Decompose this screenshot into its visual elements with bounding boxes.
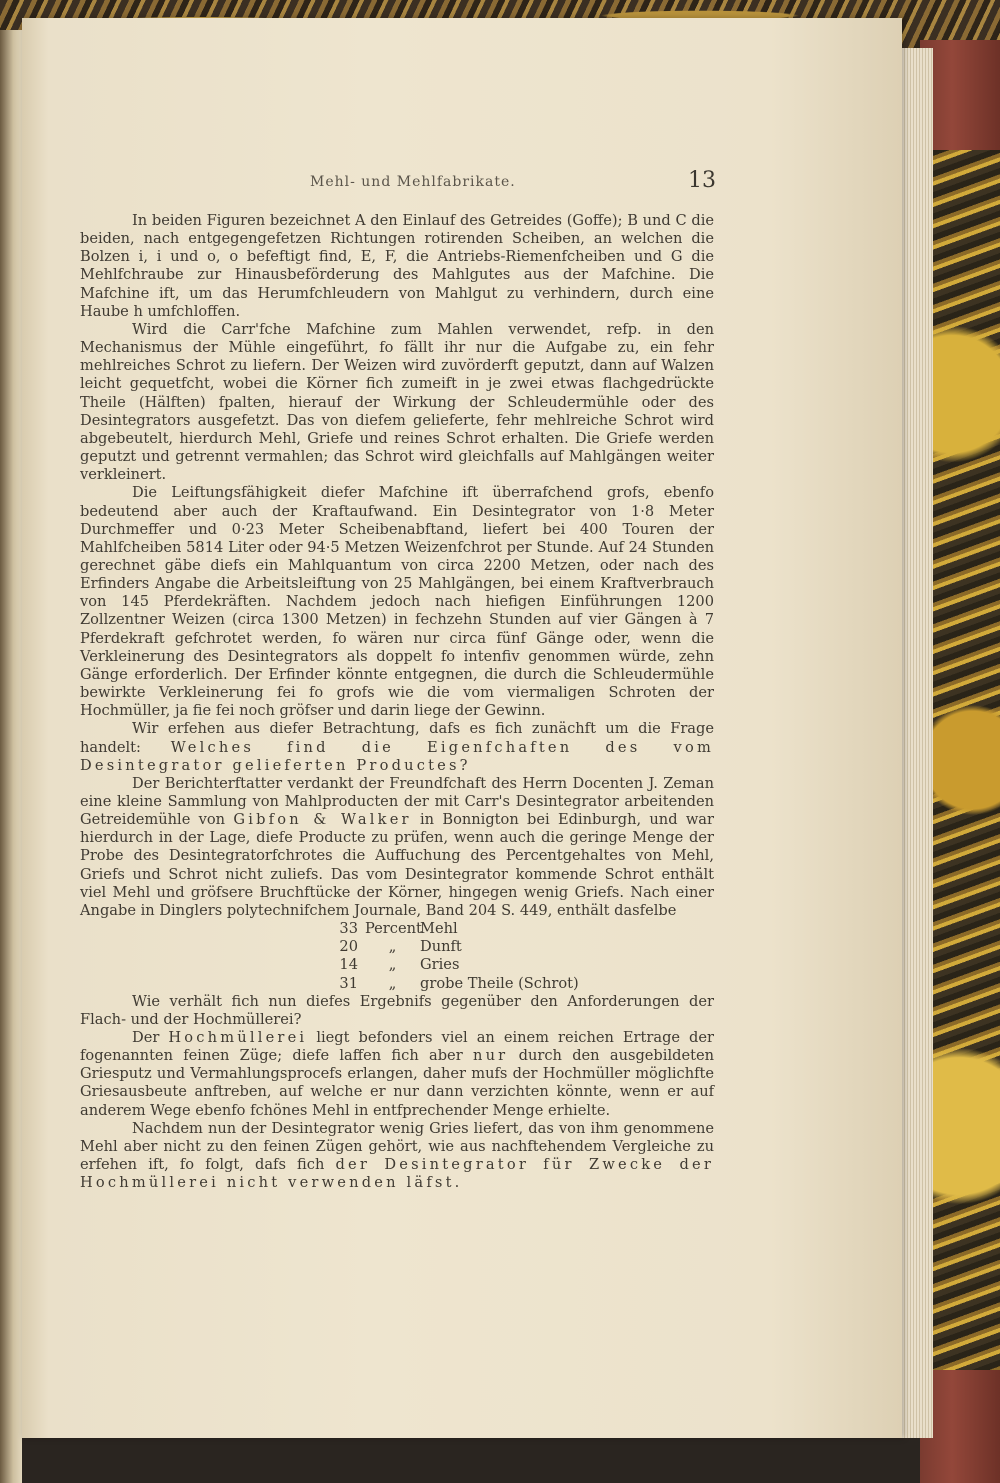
paragraph-6: Wie verhält fich nun diefes Ergebnifs gegenüber den Anforderungen der Flach- und der Hochmüllerei? [80,992,714,1028]
paragraph-7-text-c: durch den ausgebildeten Griesputz und Vermahlungsprocefs erlangen, daher mufs der Hochmüller möglichfte Griesausbeute anftreben, auf welche er nur dann verzichten könnte, wenn er auf anderem Wege ebenfo fchönes Mehl in entfprechender Menge erhielte. [80,1047,714,1119]
running-head: Mehl- und Mehlfabrikate. [310,174,516,190]
paragraph-4-question: Welches find die Eigenfchaften des vom Desintegrator gelieferten Productes? [80,738,714,774]
paragraph-7-emphasis: Hochmüllerei [168,1028,308,1046]
paragraph-8-conclusion: der Desintegrator für Zwecke der Hochmüllerei nicht verwenden läfst. [80,1156,714,1192]
paragraph-8-text: Nachdem nun der Desintegrator wenig Gries liefert, das von ihm genommene Mehl aber nicht zu den feinen Zügen gehört, wie aus nachftehendem Vergleiche zu erfehen ift, fo folgt, dafs fich [80,1119,714,1174]
paragraph-4 [80,720,714,774]
body-text [80,212,714,1192]
left-page-edge [0,30,22,1483]
row-value: 33 [339,920,358,938]
paragraph-8 [80,1120,714,1193]
row-name: Gries [420,956,460,974]
paragraph-5-text-b: in Bonnigton bei Edinburgh, und war hierdurch in der Lage, diefe Producte zu prüfen, wenn auch die geringe Menge der Probe des Desintegratorfchrotes die Auffuchung des Percentgehaltes von Mehl, Griefs und Schrot nicht zuliefs. Das vom Desintegrator kommende Schrot enthält viel Mehl und gröfsere Bruchftücke der Körner, hingegen wenig Griefs. Nach einer Angabe in Dinglers polytechnifchem Journale, Band 204 S. 449, enthält dasfelbe [80,811,714,919]
table-row [330,938,630,956]
table-row [330,975,630,993]
page-number: 13 [688,168,716,193]
paragraph-7-text-b: liegt befonders viel an einem reichen Ertrage der fogenannten feinen Züge; diefe laffen fich aber [80,1028,714,1065]
row-name: Mehl [420,920,458,938]
table-row [330,920,630,938]
paragraph-7-nur: nur [472,1047,509,1065]
page-header [80,168,716,198]
row-name: grobe Theile (Schrot) [420,974,579,992]
row-value: 20 [339,938,358,956]
row-unit: Percent [365,920,422,938]
table-row [330,956,630,974]
paragraph-7-text-a: Der [132,1028,169,1046]
paragraph-2: Wird die Carr'fche Mafchine zum Mahlen verwendet, refp. in den Mechanismus der Mühle eingeführt, fo fällt ihr nur die Aufgabe zu, ein fehr mehlreiches Schrot zu liefern. Der Weizen wird zuvörderft geputzt, dann auf Walzen leicht gequetfcht, wobei die Körner fich zumeift in je zwei etwas flachgedrückte Theile (Hälften) fpalten, hierauf der Wirkung der Schleudermühle oder des Desintegrators ausgefetzt. Das von diefem gelieferte, fehr mehlreiche Schrot wird abgebeutelt, hierdurch Mehl, Griefe und reines Schrot erhalten. Die Griefe werden geputzt und getrennt vermahlen; das Schrot wird gleichfalls auf Mahlgängen weiter verkleinert. [80,320,714,484]
row-unit: „ [388,974,397,992]
composition-table [330,920,630,993]
paragraph-3: Die Leiftungsfähigkeit diefer Mafchine ift überrafchend grofs, ebenfo bedeutend aber auch der Kraftaufwand. Ein Desintegrator von 1·8 Meter Durchmeffer und 0·23 Meter Scheibenabftand, liefert bei 400 Touren der Mahlfcheiben 5814 Liter oder 94·5 Metzen Weizenfchrot per Stunde. Auf 24 Stunden gerechnet gäbe diefs ein Mahlquantum von circa 2200 Metzen, oder nach des Erfinders Angabe die Arbeitsleiftung von 25 Mahlgängen, bei einem Kraftverbrauch von 145 Pferdekräften. Nachdem jedoch nach hiefigen Einführungen 1200 Zollzentner Weizen (circa 1300 Metzen) in fechzehn Stunden auf vier Gängen à 7 Pferdekraft gefchrotet werden, fo wären nur circa fünf Gänge oder, wenn die Verkleinerung des Desintegrators als doppelt fo intenfiv genommen würde, zehn Gänge erforderlich. Der Erfinder könnte entgegnen, die durch die Schleudermühle bewirkte Verkleinerung fei fo grofs wie die vom viermaligen Schroten der Hochmüller, ja fie fei noch gröfser und darin liege der Gewinn. [80,484,714,720]
row-unit: „ [388,956,397,974]
row-value: 31 [339,974,358,992]
row-value: 14 [339,956,358,974]
paragraph-5-text-a: Der Berichterftatter verdankt der Freundfchaft des Herrn Docenten J. Zeman eine kleine Sammlung von Mahlproducten der mit Carr's Desintegrator arbeitenden Getreidemühle von [80,774,714,829]
paragraph-5 [80,775,714,920]
paragraph-4-text: Wir erfehen aus diefer Betrachtung, dafs es fich zunächft um die Frage handelt: [80,720,714,756]
paragraph-7 [80,1029,714,1120]
paragraph-5-company: Gibfon & Walker [233,811,412,829]
row-unit: „ [388,938,397,956]
marbled-cover-right [932,150,1000,1370]
paragraph-1: In beiden Figuren bezeichnet A den Einlauf des Getreides (Goffe); B und C die beiden, nach entgegengefetzen Richtungen rotirenden Scheiben, an welchen die Bolzen i, i und o, o befeftigt find, E, F, die Antriebs-Riemenfcheiben und G die Mehlfchraube zur Hinausbeförderung des Mahlgutes aus der Mafchine. Die Mafchine ift, um das Herumfchleudern von Mahlgut zu verhindern, durch eine Haube h umfchloffen. [80,212,714,320]
row-name: Dunft [420,938,462,956]
